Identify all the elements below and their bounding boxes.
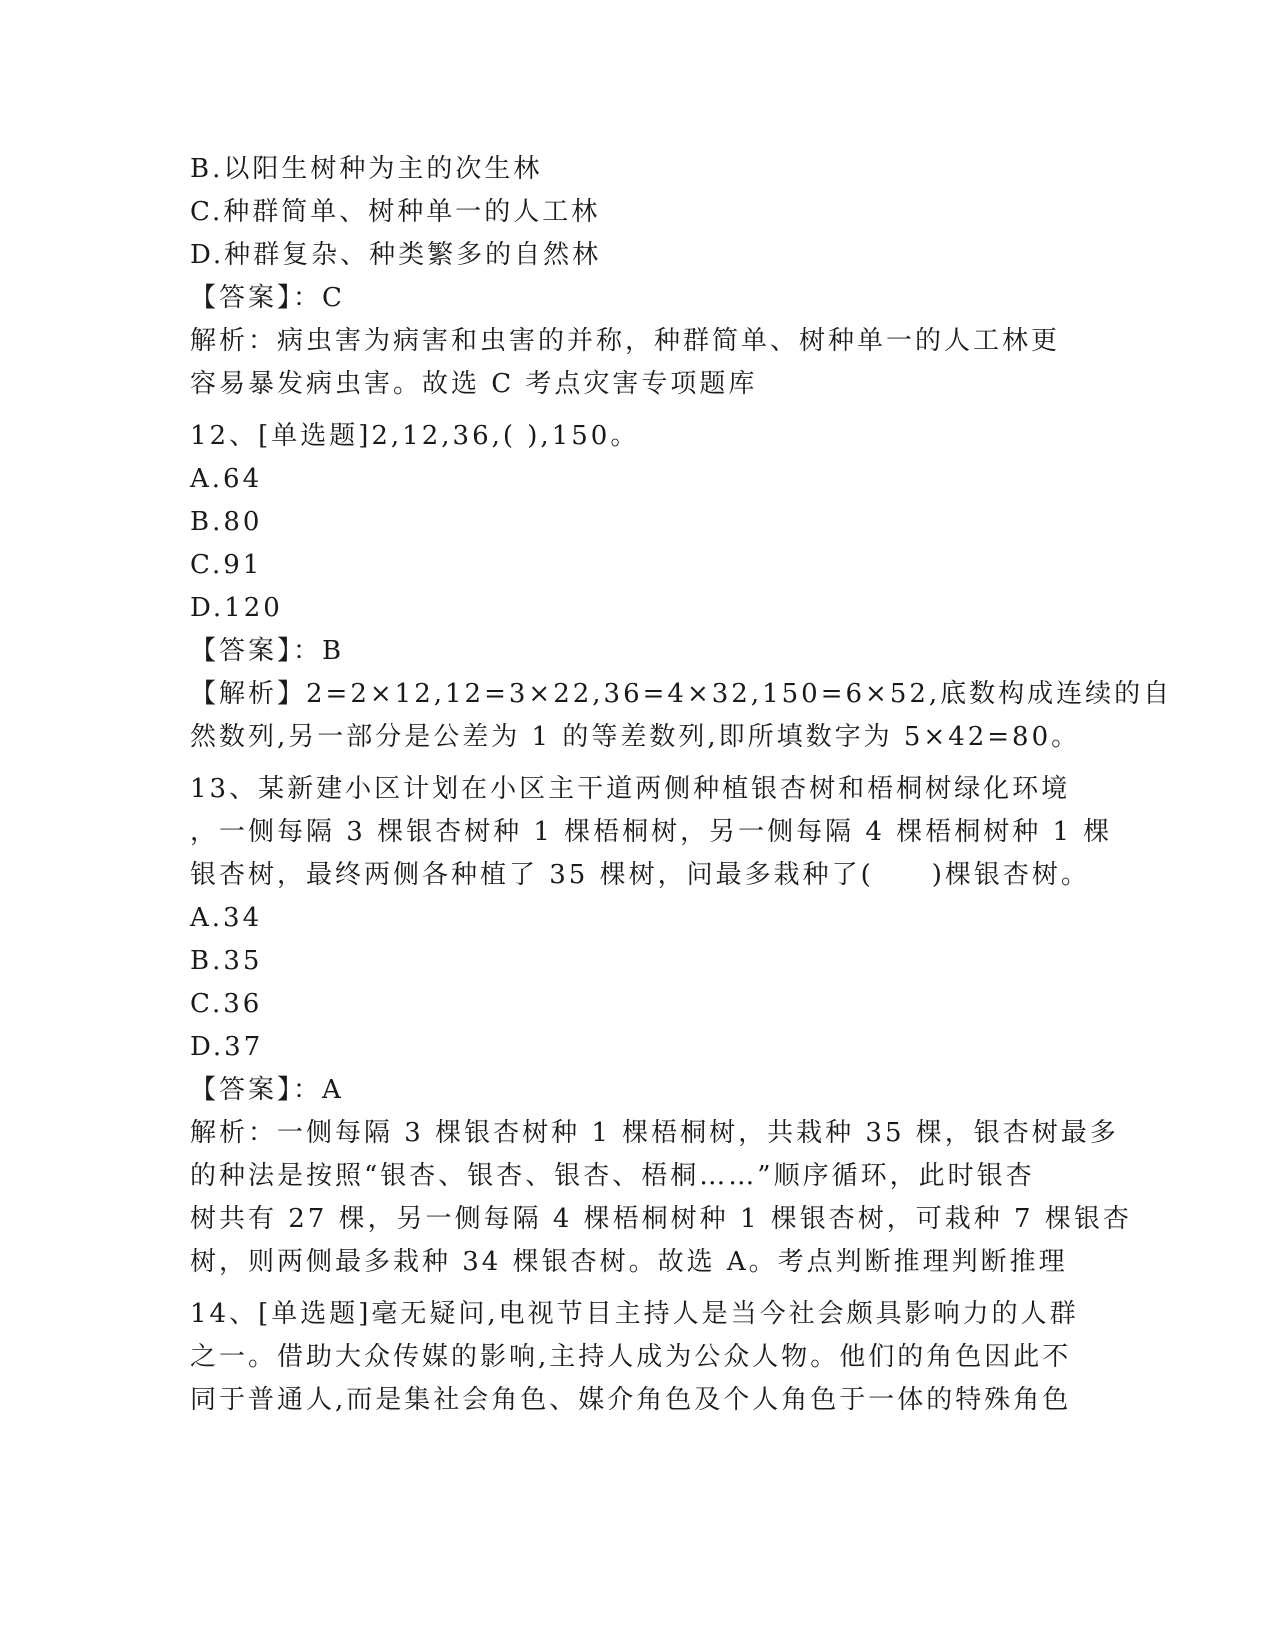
option-b: B.35 — [190, 946, 263, 976]
question-12 — [190, 415, 1173, 759]
analysis-line: 【解析】2=2×12,12=3×22,36=4×32,150=6×52,底数构成连续的自 — [190, 679, 1173, 709]
analysis-line: 树共有 27 棵，另一侧每隔 4 棵梧桐树种 1 棵银杏树，可栽种 7 棵银杏 — [190, 1204, 1132, 1234]
question-stem: ，一侧每隔 3 棵银杏树种 1 棵梧桐树，另一侧每隔 4 棵梧桐树种 1 棵 — [190, 817, 1113, 847]
option-a: A.34 — [190, 903, 263, 933]
option-c: C.种群简单、树种单一的人工林 — [190, 197, 601, 227]
answer-line: 【答案】：A — [190, 1075, 344, 1105]
option-b: B.80 — [190, 507, 263, 537]
option-d: D.120 — [190, 593, 283, 623]
question-stem: 14、[单选题]毫无疑问,电视节目主持人是当今社会颇具影响力的人群 — [190, 1299, 1079, 1329]
question-stem: 12、[单选题]2,12,36,( ),150。 — [190, 421, 640, 451]
question-14 — [190, 1293, 1090, 1422]
analysis-line: 解析：病虫害为病害和虫害的并称，种群简单、树种单一的人工林更 — [190, 326, 1061, 356]
analysis-line: 解析：一侧每隔 3 棵银杏树种 1 棵梧桐树，共栽种 35 棵，银杏树最多 — [190, 1118, 1119, 1148]
question-stem: 13、某新建小区计划在小区主干道两侧种植银杏树和梧桐树绿化环境 — [190, 774, 1071, 804]
option-a: A.64 — [190, 464, 263, 494]
answer-line: 【答案】：C — [190, 283, 345, 313]
answer-line: 【答案】：B — [190, 636, 345, 666]
document-page — [190, 148, 1173, 1422]
question-11-tail — [190, 148, 1090, 406]
analysis-line: 树，则两侧最多栽种 34 棵银杏树。故选 A。考点判断推理判断推理 — [190, 1247, 1068, 1277]
analysis-line: 容易暴发病虫害。故选 C 考点灾害专项题库 — [190, 369, 758, 399]
option-b: B.以阳生树种为主的次生林 — [190, 154, 543, 184]
option-d: D.种群复杂、种类繁多的自然林 — [190, 240, 602, 270]
question-stem: 之一。借助大众传媒的影响,主持人成为公众人物。他们的角色因此不 — [190, 1342, 1072, 1372]
option-c: C.36 — [190, 989, 263, 1019]
question-stem: 同于普通人,而是集社会角色、媒介角色及个人角色于一体的特殊角色 — [190, 1385, 1072, 1415]
analysis-line: 的种法是按照“银杏、银杏、银杏、梧桐……”顺序循环，此时银杏 — [190, 1161, 1035, 1191]
analysis-line: 然数列,另一部分是公差为 1 的等差数列,即所填数字为 5×42=80。 — [190, 722, 1081, 752]
option-d: D.37 — [190, 1032, 264, 1062]
option-c: C.91 — [190, 550, 263, 580]
question-stem: 银杏树，最终两侧各种植了 35 棵树，问最多栽种了( )棵银杏树。 — [190, 860, 1090, 890]
question-13 — [190, 768, 1132, 1284]
